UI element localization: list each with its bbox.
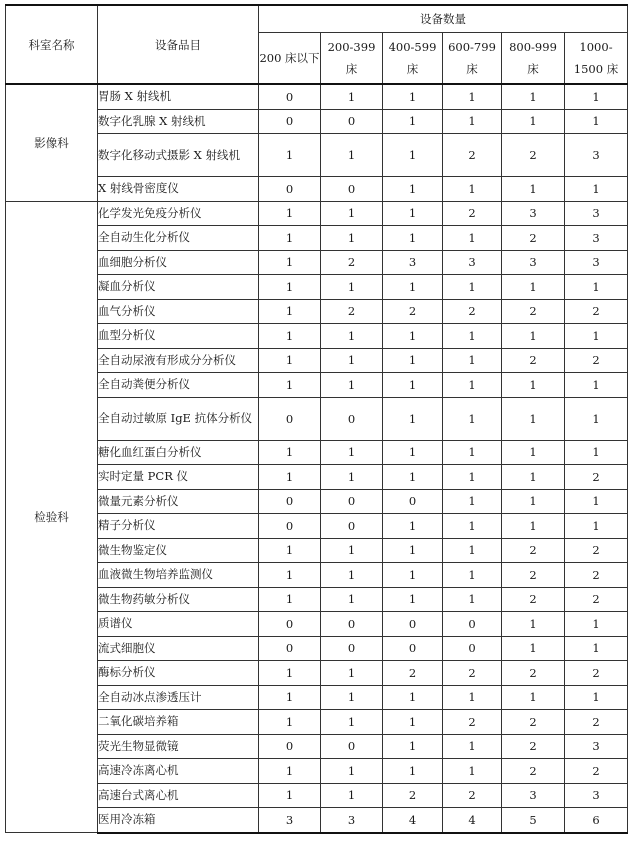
qty-cell: 1 xyxy=(383,134,443,177)
header-col: 200 床以下 xyxy=(259,33,321,85)
qty-cell: 1 xyxy=(383,397,443,440)
qty-cell: 0 xyxy=(443,636,502,661)
qty-cell: 1 xyxy=(383,685,443,710)
table-row xyxy=(6,808,628,833)
qty-cell: 1 xyxy=(321,710,383,735)
qty-cell: 0 xyxy=(321,612,383,637)
item-cell: 全自动生化分析仪 xyxy=(98,226,259,251)
qty-cell: 1 xyxy=(383,587,443,612)
qty-cell: 1 xyxy=(321,661,383,686)
table-row xyxy=(6,587,628,612)
dept-cell: 影像科 xyxy=(6,84,98,201)
qty-cell: 1 xyxy=(502,373,565,398)
qty-cell: 2 xyxy=(502,563,565,588)
qty-cell: 1 xyxy=(321,538,383,563)
table-row xyxy=(6,201,628,226)
qty-cell: 1 xyxy=(443,109,502,134)
qty-cell: 1 xyxy=(321,563,383,588)
qty-cell: 1 xyxy=(383,440,443,465)
table-row xyxy=(6,661,628,686)
qty-cell: 1 xyxy=(383,465,443,490)
qty-cell: 2 xyxy=(565,710,628,735)
qty-cell: 1 xyxy=(383,177,443,202)
qty-cell: 1 xyxy=(565,177,628,202)
qty-cell: 1 xyxy=(259,759,321,784)
item-cell: 质谱仪 xyxy=(98,612,259,637)
header-item: 设备品目 xyxy=(98,5,259,84)
qty-cell: 1 xyxy=(259,373,321,398)
qty-cell: 1 xyxy=(502,109,565,134)
qty-cell: 1 xyxy=(259,440,321,465)
qty-cell: 2 xyxy=(565,299,628,324)
qty-cell: 1 xyxy=(502,84,565,109)
qty-cell: 1 xyxy=(321,759,383,784)
qty-cell: 1 xyxy=(443,397,502,440)
qty-cell: 0 xyxy=(259,397,321,440)
qty-cell: 2 xyxy=(502,734,565,759)
table-row xyxy=(6,348,628,373)
qty-cell: 1 xyxy=(443,465,502,490)
qty-cell: 3 xyxy=(565,783,628,808)
item-cell: 荧光生物显微镜 xyxy=(98,734,259,759)
header-col: 400-599 床 xyxy=(383,33,443,85)
table-row xyxy=(6,636,628,661)
qty-cell: 2 xyxy=(502,661,565,686)
qty-cell: 1 xyxy=(259,710,321,735)
table-row xyxy=(6,177,628,202)
qty-cell: 1 xyxy=(443,734,502,759)
header-dept: 科室名称 xyxy=(6,5,98,84)
qty-cell: 1 xyxy=(321,440,383,465)
qty-cell: 2 xyxy=(565,661,628,686)
qty-cell: 3 xyxy=(502,201,565,226)
table-row xyxy=(6,397,628,440)
dept-cell: 检验科 xyxy=(6,201,98,833)
qty-cell: 1 xyxy=(321,226,383,251)
qty-cell: 1 xyxy=(443,324,502,349)
table-row xyxy=(6,734,628,759)
qty-cell: 1 xyxy=(383,710,443,735)
qty-cell: 3 xyxy=(502,250,565,275)
qty-cell: 2 xyxy=(321,250,383,275)
table-row xyxy=(6,275,628,300)
qty-cell: 2 xyxy=(502,587,565,612)
qty-cell: 1 xyxy=(565,489,628,514)
qty-cell: 1 xyxy=(383,275,443,300)
qty-cell: 1 xyxy=(259,538,321,563)
qty-cell: 0 xyxy=(259,109,321,134)
table-row xyxy=(6,134,628,177)
qty-cell: 1 xyxy=(259,201,321,226)
qty-cell: 4 xyxy=(443,808,502,833)
qty-cell: 0 xyxy=(259,612,321,637)
qty-cell: 1 xyxy=(443,84,502,109)
table-row xyxy=(6,84,628,109)
qty-cell: 3 xyxy=(565,250,628,275)
qty-cell: 1 xyxy=(383,759,443,784)
table-row xyxy=(6,783,628,808)
qty-cell: 0 xyxy=(321,514,383,539)
qty-cell: 2 xyxy=(383,661,443,686)
qty-cell: 1 xyxy=(259,348,321,373)
item-cell: 微量元素分析仪 xyxy=(98,489,259,514)
table-row xyxy=(6,759,628,784)
table-row xyxy=(6,109,628,134)
qty-cell: 3 xyxy=(565,226,628,251)
item-cell: 实时定量 PCR 仪 xyxy=(98,465,259,490)
qty-cell: 1 xyxy=(383,84,443,109)
qty-cell: 1 xyxy=(321,201,383,226)
qty-cell: 0 xyxy=(259,84,321,109)
qty-cell: 2 xyxy=(443,201,502,226)
table-row xyxy=(6,612,628,637)
table-row xyxy=(6,710,628,735)
item-cell: 精子分析仪 xyxy=(98,514,259,539)
qty-cell: 1 xyxy=(502,324,565,349)
qty-cell: 1 xyxy=(383,563,443,588)
item-cell: 化学发光免疫分析仪 xyxy=(98,201,259,226)
qty-cell: 1 xyxy=(321,373,383,398)
qty-cell: 1 xyxy=(443,759,502,784)
qty-cell: 2 xyxy=(443,299,502,324)
qty-cell: 0 xyxy=(259,514,321,539)
item-cell: 数字化移动式摄影 X 射线机 xyxy=(98,134,259,177)
qty-cell: 1 xyxy=(565,636,628,661)
qty-cell: 2 xyxy=(565,759,628,784)
qty-cell: 1 xyxy=(443,373,502,398)
equipment-table xyxy=(5,4,628,834)
qty-cell: 0 xyxy=(321,734,383,759)
qty-cell: 2 xyxy=(502,299,565,324)
qty-cell: 1 xyxy=(321,465,383,490)
qty-cell: 0 xyxy=(321,636,383,661)
qty-cell: 6 xyxy=(565,808,628,833)
qty-cell: 0 xyxy=(321,489,383,514)
qty-cell: 2 xyxy=(443,710,502,735)
qty-cell: 1 xyxy=(383,538,443,563)
qty-cell: 1 xyxy=(259,324,321,349)
qty-cell: 1 xyxy=(259,587,321,612)
qty-cell: 1 xyxy=(502,514,565,539)
item-cell: 高速台式离心机 xyxy=(98,783,259,808)
table-row xyxy=(6,373,628,398)
item-cell: 二氧化碳培养箱 xyxy=(98,710,259,735)
qty-cell: 1 xyxy=(321,348,383,373)
item-cell: 全自动过敏原 IgE 抗体分析仪 xyxy=(98,397,259,440)
qty-cell: 0 xyxy=(383,636,443,661)
qty-cell: 2 xyxy=(502,226,565,251)
qty-cell: 2 xyxy=(321,299,383,324)
qty-cell: 0 xyxy=(259,177,321,202)
qty-cell: 0 xyxy=(321,177,383,202)
qty-cell: 2 xyxy=(565,587,628,612)
qty-cell: 2 xyxy=(443,783,502,808)
qty-cell: 0 xyxy=(259,734,321,759)
table-row xyxy=(6,538,628,563)
qty-cell: 1 xyxy=(565,397,628,440)
qty-cell: 1 xyxy=(383,324,443,349)
qty-cell: 1 xyxy=(443,275,502,300)
qty-cell: 1 xyxy=(565,612,628,637)
qty-cell: 1 xyxy=(259,134,321,177)
qty-cell: 1 xyxy=(321,783,383,808)
qty-cell: 3 xyxy=(565,201,628,226)
qty-cell: 2 xyxy=(502,348,565,373)
qty-cell: 1 xyxy=(383,201,443,226)
table-row xyxy=(6,250,628,275)
header-col: 1000-1500 床 xyxy=(565,33,628,85)
item-cell: 全自动粪便分析仪 xyxy=(98,373,259,398)
table-row xyxy=(6,685,628,710)
item-cell: 血型分析仪 xyxy=(98,324,259,349)
item-cell: 流式细胞仪 xyxy=(98,636,259,661)
qty-cell: 1 xyxy=(383,348,443,373)
item-cell: 血细胞分析仪 xyxy=(98,250,259,275)
qty-cell: 0 xyxy=(443,612,502,637)
table-row xyxy=(6,563,628,588)
item-cell: 数字化乳腺 X 射线机 xyxy=(98,109,259,134)
qty-cell: 1 xyxy=(383,226,443,251)
qty-cell: 2 xyxy=(565,563,628,588)
qty-cell: 2 xyxy=(502,759,565,784)
qty-cell: 2 xyxy=(383,783,443,808)
qty-cell: 1 xyxy=(259,250,321,275)
item-cell: X 射线骨密度仪 xyxy=(98,177,259,202)
qty-cell: 1 xyxy=(443,226,502,251)
item-cell: 凝血分析仪 xyxy=(98,275,259,300)
qty-cell: 5 xyxy=(502,808,565,833)
qty-cell: 2 xyxy=(565,348,628,373)
item-cell: 全自动尿液有形成分分析仪 xyxy=(98,348,259,373)
qty-cell: 1 xyxy=(321,587,383,612)
header-col: 200-399 床 xyxy=(321,33,383,85)
qty-cell: 1 xyxy=(321,685,383,710)
qty-cell: 1 xyxy=(443,440,502,465)
qty-cell: 0 xyxy=(259,489,321,514)
qty-cell: 1 xyxy=(383,514,443,539)
qty-cell: 1 xyxy=(565,324,628,349)
qty-cell: 1 xyxy=(383,734,443,759)
table-row xyxy=(6,465,628,490)
item-cell: 高速冷冻离心机 xyxy=(98,759,259,784)
table-row xyxy=(6,226,628,251)
qty-cell: 1 xyxy=(443,538,502,563)
qty-cell: 1 xyxy=(502,177,565,202)
qty-cell: 1 xyxy=(259,661,321,686)
qty-cell: 0 xyxy=(321,397,383,440)
qty-cell: 1 xyxy=(443,514,502,539)
qty-cell: 1 xyxy=(259,465,321,490)
item-cell: 微生物鉴定仪 xyxy=(98,538,259,563)
qty-cell: 1 xyxy=(502,612,565,637)
qty-cell: 2 xyxy=(443,134,502,177)
header-qty: 设备数量 xyxy=(259,5,628,33)
qty-cell: 2 xyxy=(502,710,565,735)
qty-cell: 1 xyxy=(259,299,321,324)
qty-cell: 0 xyxy=(383,612,443,637)
qty-cell: 1 xyxy=(502,440,565,465)
qty-cell: 1 xyxy=(502,275,565,300)
qty-cell: 1 xyxy=(259,226,321,251)
item-cell: 全自动冰点渗透压计 xyxy=(98,685,259,710)
qty-cell: 3 xyxy=(321,808,383,833)
qty-cell: 1 xyxy=(259,563,321,588)
qty-cell: 1 xyxy=(321,134,383,177)
qty-cell: 1 xyxy=(565,685,628,710)
qty-cell: 1 xyxy=(443,489,502,514)
qty-cell: 1 xyxy=(259,685,321,710)
table-row xyxy=(6,514,628,539)
qty-cell: 4 xyxy=(383,808,443,833)
qty-cell: 3 xyxy=(383,250,443,275)
qty-cell: 2 xyxy=(383,299,443,324)
qty-cell: 1 xyxy=(321,324,383,349)
qty-cell: 1 xyxy=(502,685,565,710)
header-col: 800-999 床 xyxy=(502,33,565,85)
qty-cell: 3 xyxy=(565,134,628,177)
table-row xyxy=(6,489,628,514)
qty-cell: 1 xyxy=(443,563,502,588)
qty-cell: 1 xyxy=(565,373,628,398)
qty-cell: 3 xyxy=(565,734,628,759)
qty-cell: 1 xyxy=(443,348,502,373)
qty-cell: 1 xyxy=(502,636,565,661)
qty-cell: 2 xyxy=(502,134,565,177)
qty-cell: 1 xyxy=(565,109,628,134)
qty-cell: 1 xyxy=(321,275,383,300)
table-row xyxy=(6,299,628,324)
qty-cell: 2 xyxy=(565,538,628,563)
qty-cell: 1 xyxy=(565,84,628,109)
table-row xyxy=(6,324,628,349)
qty-cell: 1 xyxy=(502,465,565,490)
item-cell: 血气分析仪 xyxy=(98,299,259,324)
qty-cell: 1 xyxy=(259,783,321,808)
qty-cell: 3 xyxy=(259,808,321,833)
qty-cell: 3 xyxy=(502,783,565,808)
qty-cell: 1 xyxy=(383,109,443,134)
item-cell: 血液微生物培养监测仪 xyxy=(98,563,259,588)
item-cell: 胃肠 X 射线机 xyxy=(98,84,259,109)
qty-cell: 1 xyxy=(502,489,565,514)
qty-cell: 0 xyxy=(321,109,383,134)
qty-cell: 0 xyxy=(383,489,443,514)
qty-cell: 1 xyxy=(502,397,565,440)
qty-cell: 1 xyxy=(565,440,628,465)
qty-cell: 2 xyxy=(565,465,628,490)
qty-cell: 1 xyxy=(383,373,443,398)
item-cell: 糖化血红蛋白分析仪 xyxy=(98,440,259,465)
item-cell: 医用冷冻箱 xyxy=(98,808,259,833)
table-row xyxy=(6,440,628,465)
qty-cell: 1 xyxy=(443,177,502,202)
qty-cell: 0 xyxy=(259,636,321,661)
qty-cell: 1 xyxy=(443,685,502,710)
qty-cell: 1 xyxy=(565,514,628,539)
header-col: 600-799 床 xyxy=(443,33,502,85)
qty-cell: 1 xyxy=(321,84,383,109)
qty-cell: 1 xyxy=(443,587,502,612)
qty-cell: 1 xyxy=(565,275,628,300)
qty-cell: 2 xyxy=(502,538,565,563)
item-cell: 微生物药敏分析仪 xyxy=(98,587,259,612)
qty-cell: 2 xyxy=(443,661,502,686)
qty-cell: 3 xyxy=(443,250,502,275)
item-cell: 酶标分析仪 xyxy=(98,661,259,686)
qty-cell: 1 xyxy=(259,275,321,300)
